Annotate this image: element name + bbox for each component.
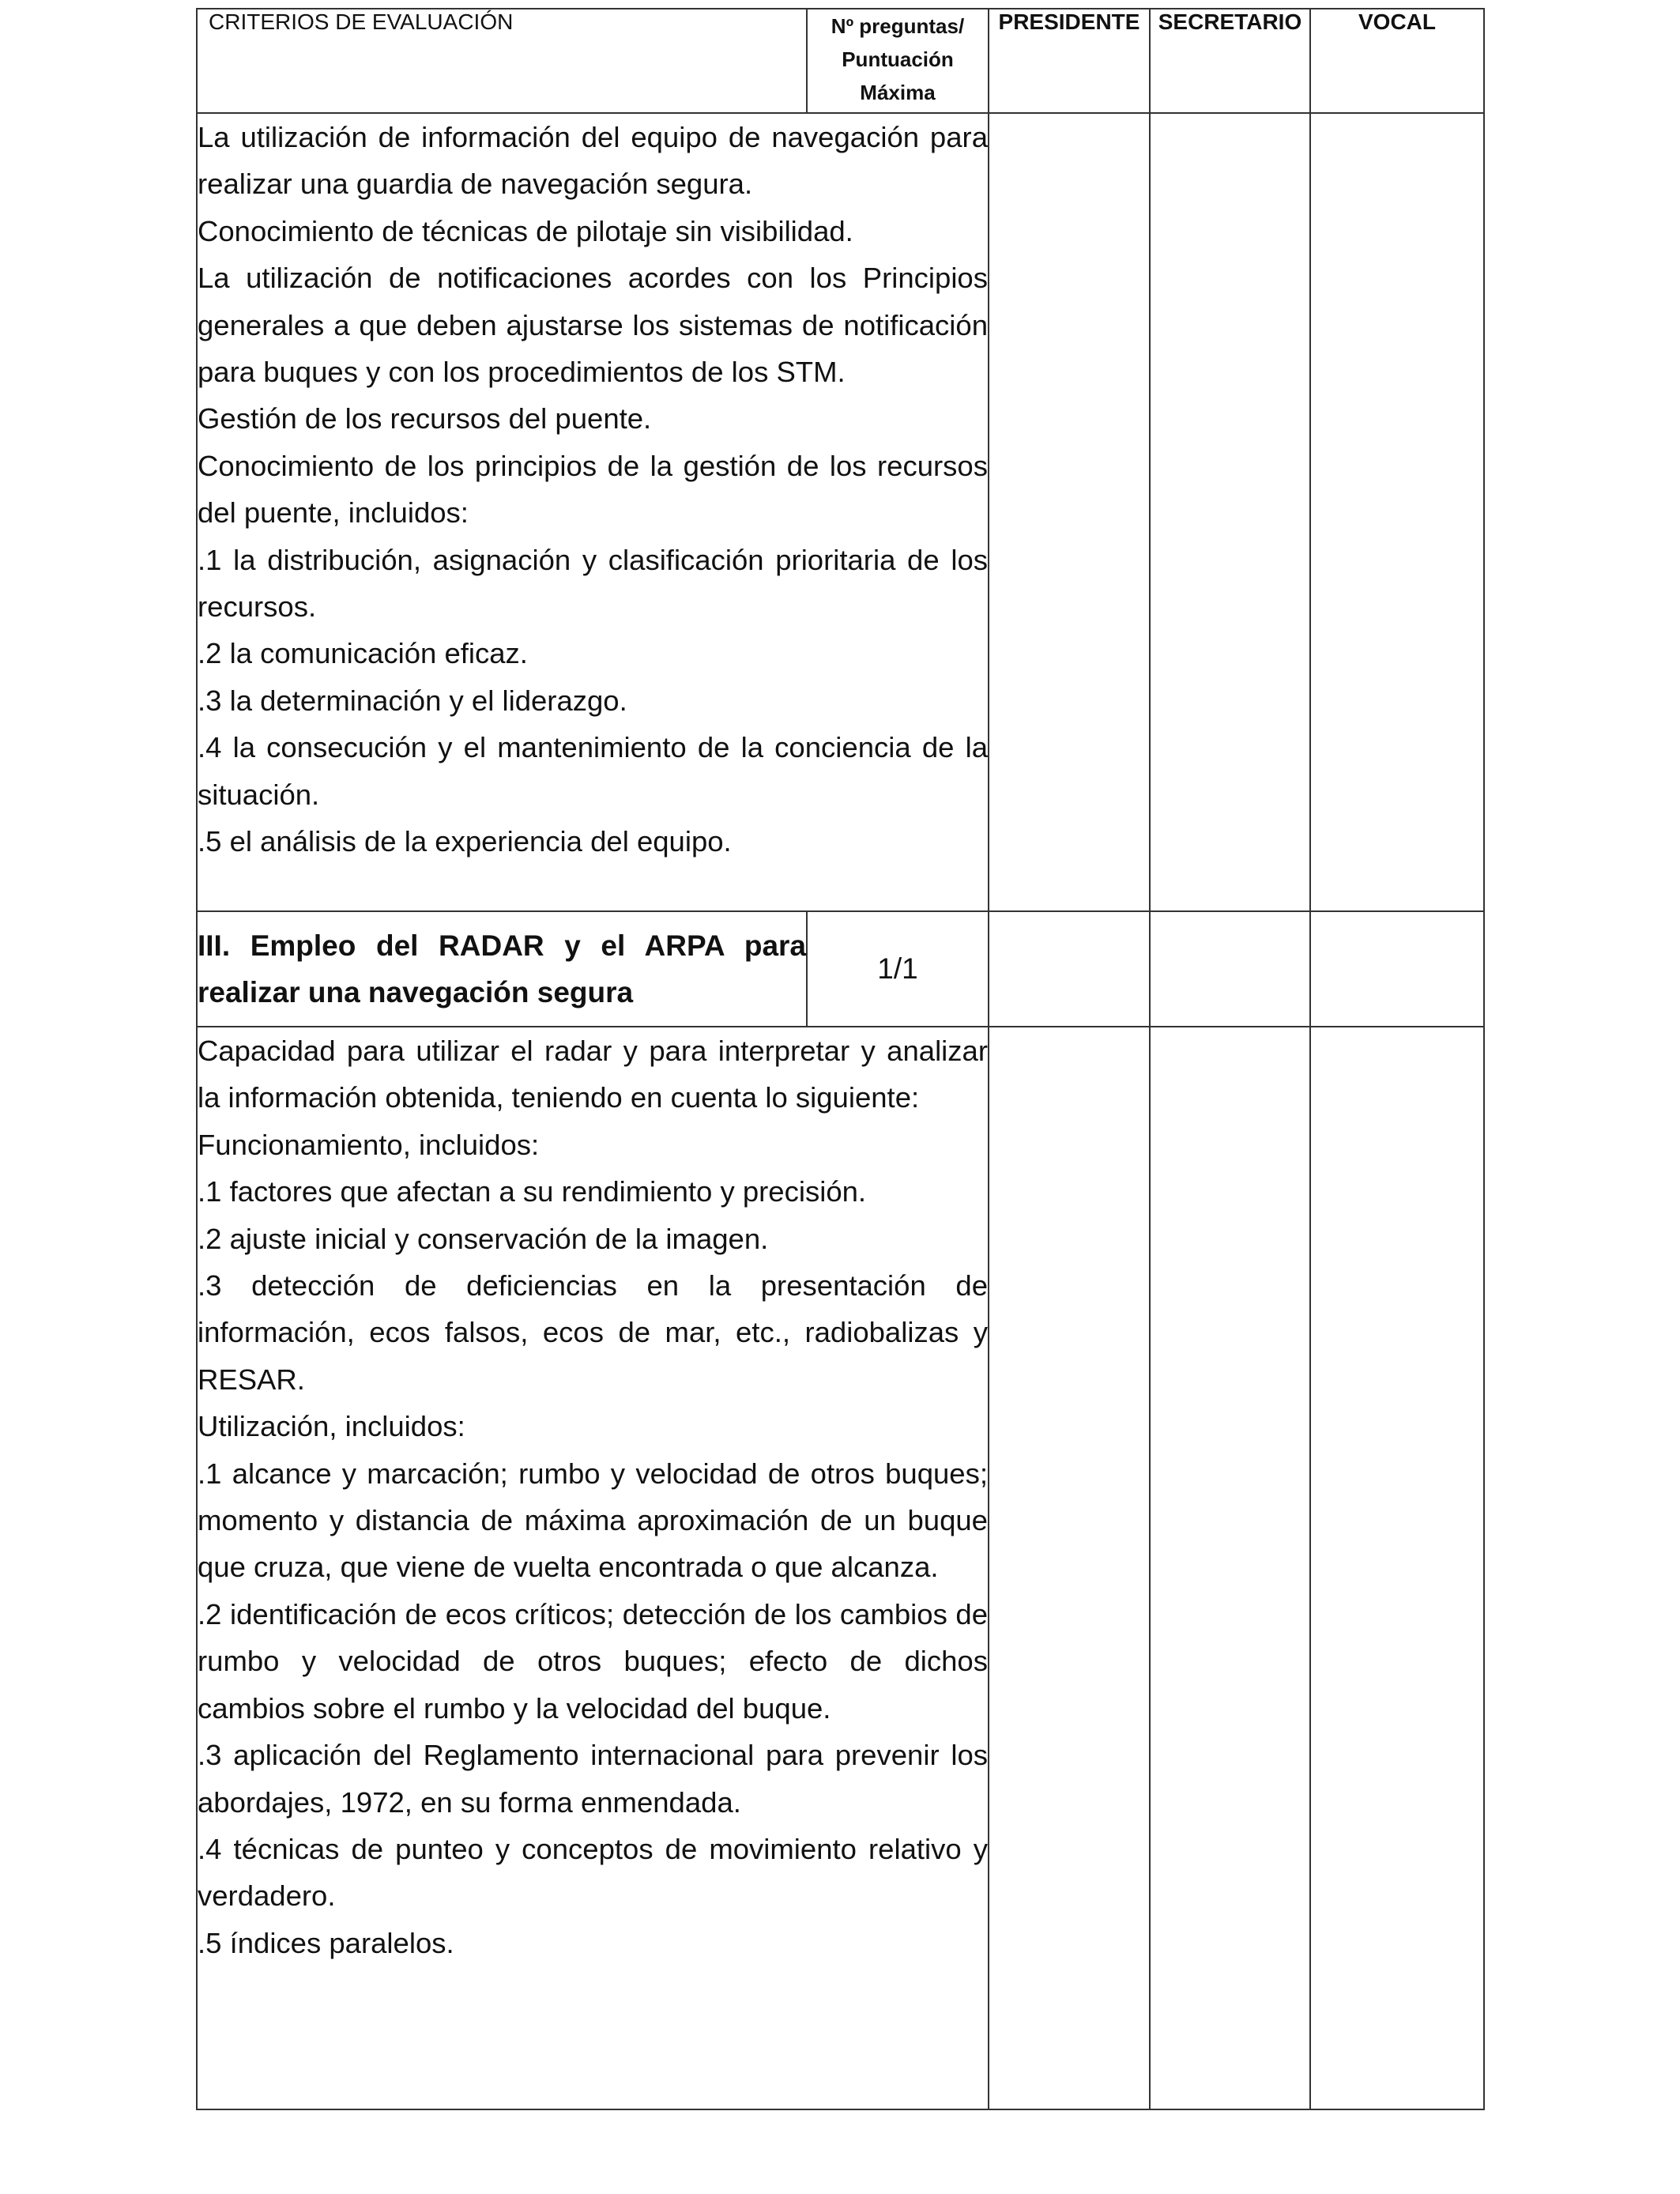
num-questions-line-1: Nº preguntas/ (831, 14, 965, 38)
vocal-cell[interactable] (1310, 1027, 1484, 2109)
criteria-paragraph: Conocimiento de técnicas de pilotaje sin visibilidad. (198, 214, 853, 247)
president-cell[interactable] (989, 113, 1150, 911)
criteria-paragraph: Funcionamiento, incluidos: (198, 1128, 540, 1161)
num-questions-line-3: Máxima (860, 81, 936, 104)
secretary-cell[interactable] (1150, 113, 1310, 911)
criteria-paragraph: La utilización de notificaciones acordes con los Principios generales a que deben ajustarse los sistemas de notificación para buques y con los procedimientos de los STM. (198, 262, 988, 389)
criteria-text-1 (197, 113, 989, 911)
criteria-paragraph: Conocimiento de los principios de la gestión de los recursos del puente, incluidos: (198, 449, 988, 530)
criteria-paragraph: .2 ajuste inicial y conservación de la imagen. (198, 1222, 769, 1255)
president-cell[interactable] (989, 1027, 1150, 2109)
president-header: PRESIDENTE (989, 9, 1150, 113)
criteria-paragraph: Gestión de los recursos del puente. (198, 402, 652, 435)
evaluation-table (196, 8, 1485, 2110)
header-row (197, 9, 1484, 113)
secretary-header: SECRETARIO (1150, 9, 1310, 113)
criteria-paragraph: .1 factores que afectan a su rendimiento y precisión. (198, 1175, 867, 1208)
criteria-paragraph: .1 la distribución, asignación y clasificación prioritaria de los recursos. (198, 543, 988, 624)
num-questions-line-2: Puntuación (842, 47, 954, 71)
vocal-cell[interactable] (1310, 113, 1484, 911)
criteria-paragraph: .3 aplicación del Reglamento internacional para prevenir los abordajes, 1972, en su forma enmendada. (198, 1739, 988, 1819)
criteria-text-2 (197, 1027, 989, 2109)
criteria-paragraph: .3 detección de deficiencias en la presentación de información, ecos falsos, ecos de mar, etc., radiobalizas y RESAR. (198, 1269, 988, 1396)
criteria-paragraph: .5 el análisis de la experiencia del equipo. (198, 825, 732, 858)
president-cell[interactable] (989, 911, 1150, 1027)
criteria-paragraph: Capacidad para utilizar el radar y para interpretar y analizar la información obtenida, teniendo en cuenta lo siguiente: (198, 1035, 988, 1114)
secretary-cell[interactable] (1150, 911, 1310, 1027)
section-score: 1/1 (807, 911, 989, 1027)
vocal-cell[interactable] (1310, 911, 1484, 1027)
criteria-paragraph: La utilización de información del equipo de navegación para realizar una guardia de navegación segura. (198, 121, 988, 201)
criteria-paragraph: .4 la consecución y el mantenimiento de la conciencia de la situación. (198, 731, 988, 811)
criteria-paragraph: .4 técnicas de punteo y conceptos de movimiento relativo y verdadero. (198, 1832, 988, 1913)
criteria-header: CRITERIOS DE EVALUACIÓN (197, 9, 807, 113)
criteria-paragraph: .2 identificación de ecos críticos; detección de los cambios de rumbo y velocidad de otros buques; efecto de dichos cambios sobre el rumbo y la velocidad del buque. (198, 1597, 988, 1725)
criteria-paragraph: .5 índices paralelos. (198, 1926, 454, 1959)
num-questions-header (807, 9, 989, 113)
vocal-header: VOCAL (1310, 9, 1484, 113)
criteria-row-2 (197, 1027, 1484, 2109)
secretary-cell[interactable] (1150, 1027, 1310, 2109)
section-title: III. Empleo del RADAR y el ARPA para realizar una navegación segura (197, 911, 807, 1027)
criteria-paragraph: Utilización, incluidos: (198, 1410, 465, 1443)
criteria-row-1 (197, 113, 1484, 911)
criteria-paragraph: .2 la comunicación eficaz. (198, 637, 528, 670)
criteria-paragraph: .3 la determinación y el liderazgo. (198, 684, 627, 717)
criteria-paragraph: .1 alcance y marcación; rumbo y velocidad de otros buques; momento y distancia de máxima aproximación de un buque que cruza, que viene de vuelta encontrada o que alcanza. (198, 1457, 988, 1584)
section-row (197, 911, 1484, 1027)
